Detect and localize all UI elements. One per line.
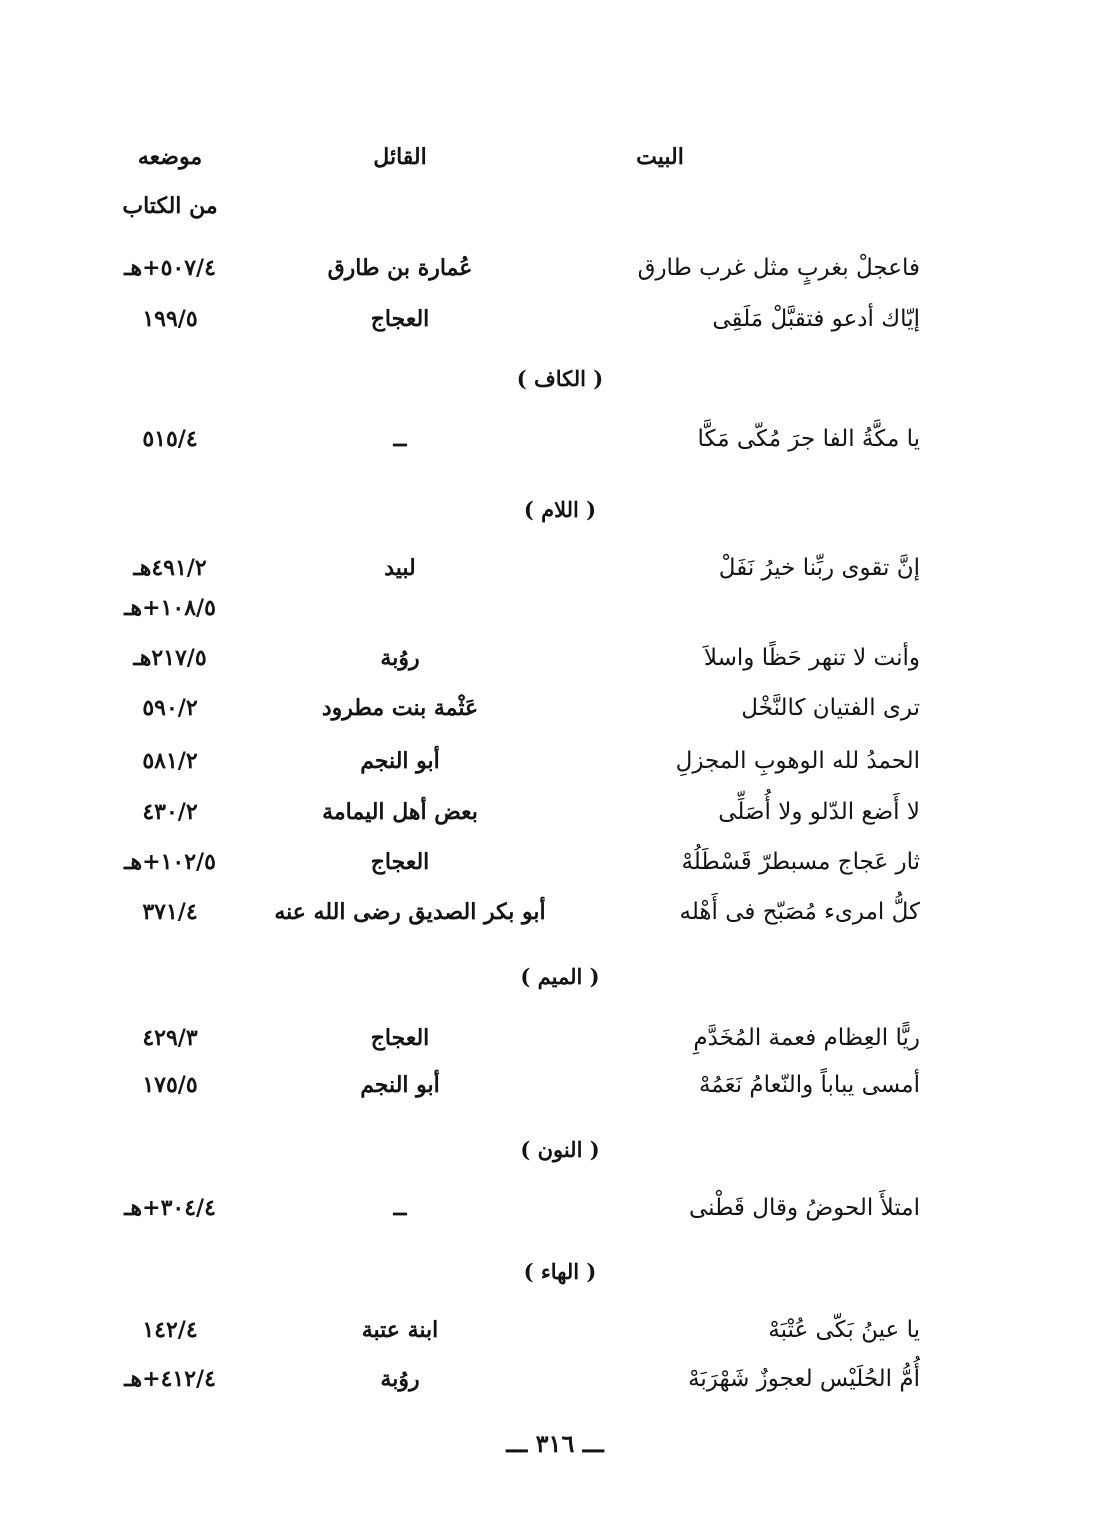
location-ref: ١٠٨/٥+هـ bbox=[124, 595, 216, 621]
location-ref: ٥٩٠/٢ bbox=[142, 695, 198, 721]
poet-name: العجاج bbox=[370, 1025, 430, 1051]
poet-name: روُبة bbox=[380, 1366, 420, 1392]
verse-text: أمسى يباباً والنّعامُ نَعَمُهْ bbox=[698, 1072, 920, 1098]
location-ref: ٤٢٩/٣ bbox=[142, 1025, 198, 1051]
location-ref: ١٧٥/٥ bbox=[142, 1072, 198, 1098]
location-ref: ٤٣٠/٢ bbox=[142, 799, 198, 825]
poet-name: العجاج bbox=[370, 849, 430, 875]
poet-name: ــ bbox=[393, 426, 407, 452]
verse-text: ترى الفتيان كالنَّخْل bbox=[741, 695, 920, 721]
poet-name: أبو النجم bbox=[360, 748, 440, 774]
verse-row bbox=[0, 1357, 1110, 1401]
poet-name: روُبة bbox=[380, 645, 420, 671]
verse-text: أُمُّ الحُلَيْس لعجوزٌ شَهْرَبَهْ bbox=[688, 1366, 920, 1392]
location-ref: ٥١٥/٤ bbox=[142, 426, 198, 452]
verse-text: يا عينُ بَكّى عُتْبَهْ bbox=[768, 1317, 920, 1343]
location-ref: ١٤٢/٤ bbox=[142, 1317, 198, 1343]
verse-text: وأنت لا تنهر حَظًا واسلاَ bbox=[703, 645, 920, 671]
verse-row bbox=[0, 636, 1110, 680]
location-ref: ٥٠٧/٤+هـ bbox=[124, 255, 216, 281]
column-header-row bbox=[0, 135, 1110, 179]
poet-name: عَثْمة بنت مطرود bbox=[321, 695, 479, 721]
poet-name: ــ bbox=[393, 1195, 407, 1221]
poet-name: أبو بكر الصديق رضى الله عنه bbox=[274, 899, 546, 925]
verse-row bbox=[0, 686, 1110, 730]
header-verse: البيت bbox=[636, 144, 684, 170]
header-location: موضعه bbox=[137, 144, 203, 170]
section-title-mim: ( الميم ) bbox=[520, 964, 600, 989]
verse-row bbox=[0, 586, 1110, 630]
verse-row bbox=[0, 840, 1110, 884]
poet-name: أبو النجم bbox=[360, 1072, 440, 1098]
location-ref: ١٩٩/٥ bbox=[142, 306, 198, 332]
location-ref: ٤٩١/٢هـ bbox=[133, 555, 207, 581]
verse-row bbox=[0, 246, 1110, 290]
verse-text: فاعجلْ بغربٍ مثل غرب طارق bbox=[637, 255, 920, 281]
header-poet: القائل bbox=[373, 144, 427, 170]
verse-text: يا مكَّةُ الفا جرَ مُكّى مَكَّا bbox=[697, 426, 920, 452]
verse-text bbox=[590, 586, 920, 630]
verse-row bbox=[0, 417, 1110, 461]
poet-name: عُمارة بن طارق bbox=[327, 255, 473, 281]
poet-name: ابنة عتبة bbox=[361, 1317, 439, 1343]
section-title-kaf: ( الكاف ) bbox=[516, 366, 604, 391]
verse-text: الحمدُ لله الوهوبِ المجزلِ bbox=[675, 748, 920, 774]
poet-name: العجاج bbox=[370, 306, 430, 332]
section-title-lam: ( اللام ) bbox=[523, 497, 597, 522]
verse-text: ريًّا العِظام فعمة المُخَدَّمِ bbox=[693, 1025, 920, 1051]
poet-name: بعض أهل اليمامة bbox=[322, 799, 478, 825]
location-ref: ١٠٢/٥+هـ bbox=[124, 849, 216, 875]
location-ref: ٣٧١/٤ bbox=[142, 899, 198, 925]
location-ref: ٤١٢/٤+هـ bbox=[124, 1366, 216, 1392]
poet-name: لبيد bbox=[384, 555, 416, 581]
poet-name bbox=[250, 586, 550, 630]
verse-text: ثار عَجاج مسبطرّ قَسْطَلُهْ bbox=[681, 849, 920, 875]
verse-row bbox=[0, 1186, 1110, 1230]
verse-row bbox=[0, 546, 1110, 590]
location-ref: ٣٠٤/٤+هـ bbox=[124, 1195, 216, 1221]
verse-row bbox=[0, 739, 1110, 783]
verse-row bbox=[0, 790, 1110, 834]
verse-row bbox=[0, 1063, 1110, 1107]
verse-text: امتلأَ الحوضُ وقال قَطْنى bbox=[688, 1195, 920, 1221]
location-ref: ٥٨١/٢ bbox=[142, 748, 198, 774]
location-ref: ٢١٧/٥هـ bbox=[133, 645, 207, 671]
section-title-ha: ( الهاء ) bbox=[523, 1259, 597, 1284]
verse-row bbox=[0, 890, 1110, 934]
verse-text: إنَّ تقوى ربِّنا خيرُ نَفَلْ bbox=[718, 555, 920, 581]
section-title-nun: ( النون ) bbox=[520, 1137, 600, 1162]
verse-row bbox=[0, 297, 1110, 341]
verse-row bbox=[0, 1308, 1110, 1352]
verse-text: كلُّ امرىء مُصَبّح فى أَهْله bbox=[679, 899, 920, 925]
column-header-row-2 bbox=[0, 184, 1110, 228]
page-number: ـــ ٣١٦ ـــ bbox=[506, 1429, 604, 1458]
verse-text: إيّاك أدعو فتقبَّلْ مَلَقِى bbox=[712, 306, 920, 332]
verse-row bbox=[0, 1016, 1110, 1060]
verse-text: لا أَضع الدّلو ولا أُصَلِّى bbox=[718, 799, 920, 825]
header-location-line2: من الكتاب bbox=[122, 193, 218, 219]
